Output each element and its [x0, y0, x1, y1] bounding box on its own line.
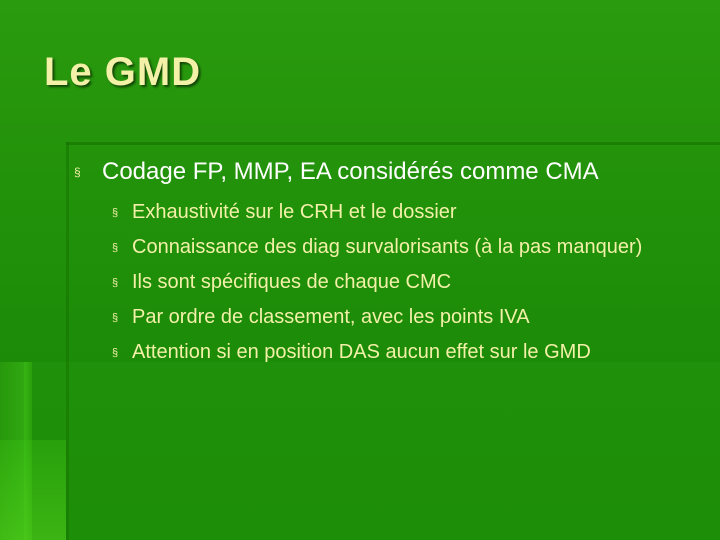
list-item-text: Codage FP, MMP, EA considérés comme CMA	[102, 158, 599, 185]
list-item-level2	[112, 300, 714, 335]
list-item-level2	[112, 195, 714, 230]
bullet-icon: §	[112, 312, 119, 324]
list-item-level2	[112, 335, 714, 370]
list-item-text: Ils sont spécifiques de chaque CMC	[132, 271, 452, 293]
list-item-text: Attention si en position DAS aucun effet sur le GMD	[132, 341, 591, 363]
list-item-level2	[112, 230, 714, 265]
decorative-panel	[32, 362, 720, 540]
bullet-icon: §	[74, 165, 81, 179]
bullet-list	[74, 152, 714, 370]
list-item-level2	[112, 265, 714, 300]
bullet-icon: §	[112, 277, 119, 289]
list-item-text: Exhaustivité sur le CRH et le dossier	[132, 201, 457, 223]
slide-title: Le GMD	[44, 50, 202, 94]
decorative-rule	[66, 142, 720, 145]
bullet-icon: §	[112, 347, 119, 359]
list-item-text: Par ordre de classement, avec les points IVA	[132, 306, 530, 328]
list-item-level1	[74, 152, 714, 195]
decorative-corner	[0, 440, 66, 540]
bullet-icon: §	[112, 207, 119, 219]
list-item-text: Connaissance des diag survalorisants (à la pas manquer)	[132, 236, 643, 258]
decorative-rule	[66, 142, 69, 540]
bullet-icon: §	[112, 242, 119, 254]
